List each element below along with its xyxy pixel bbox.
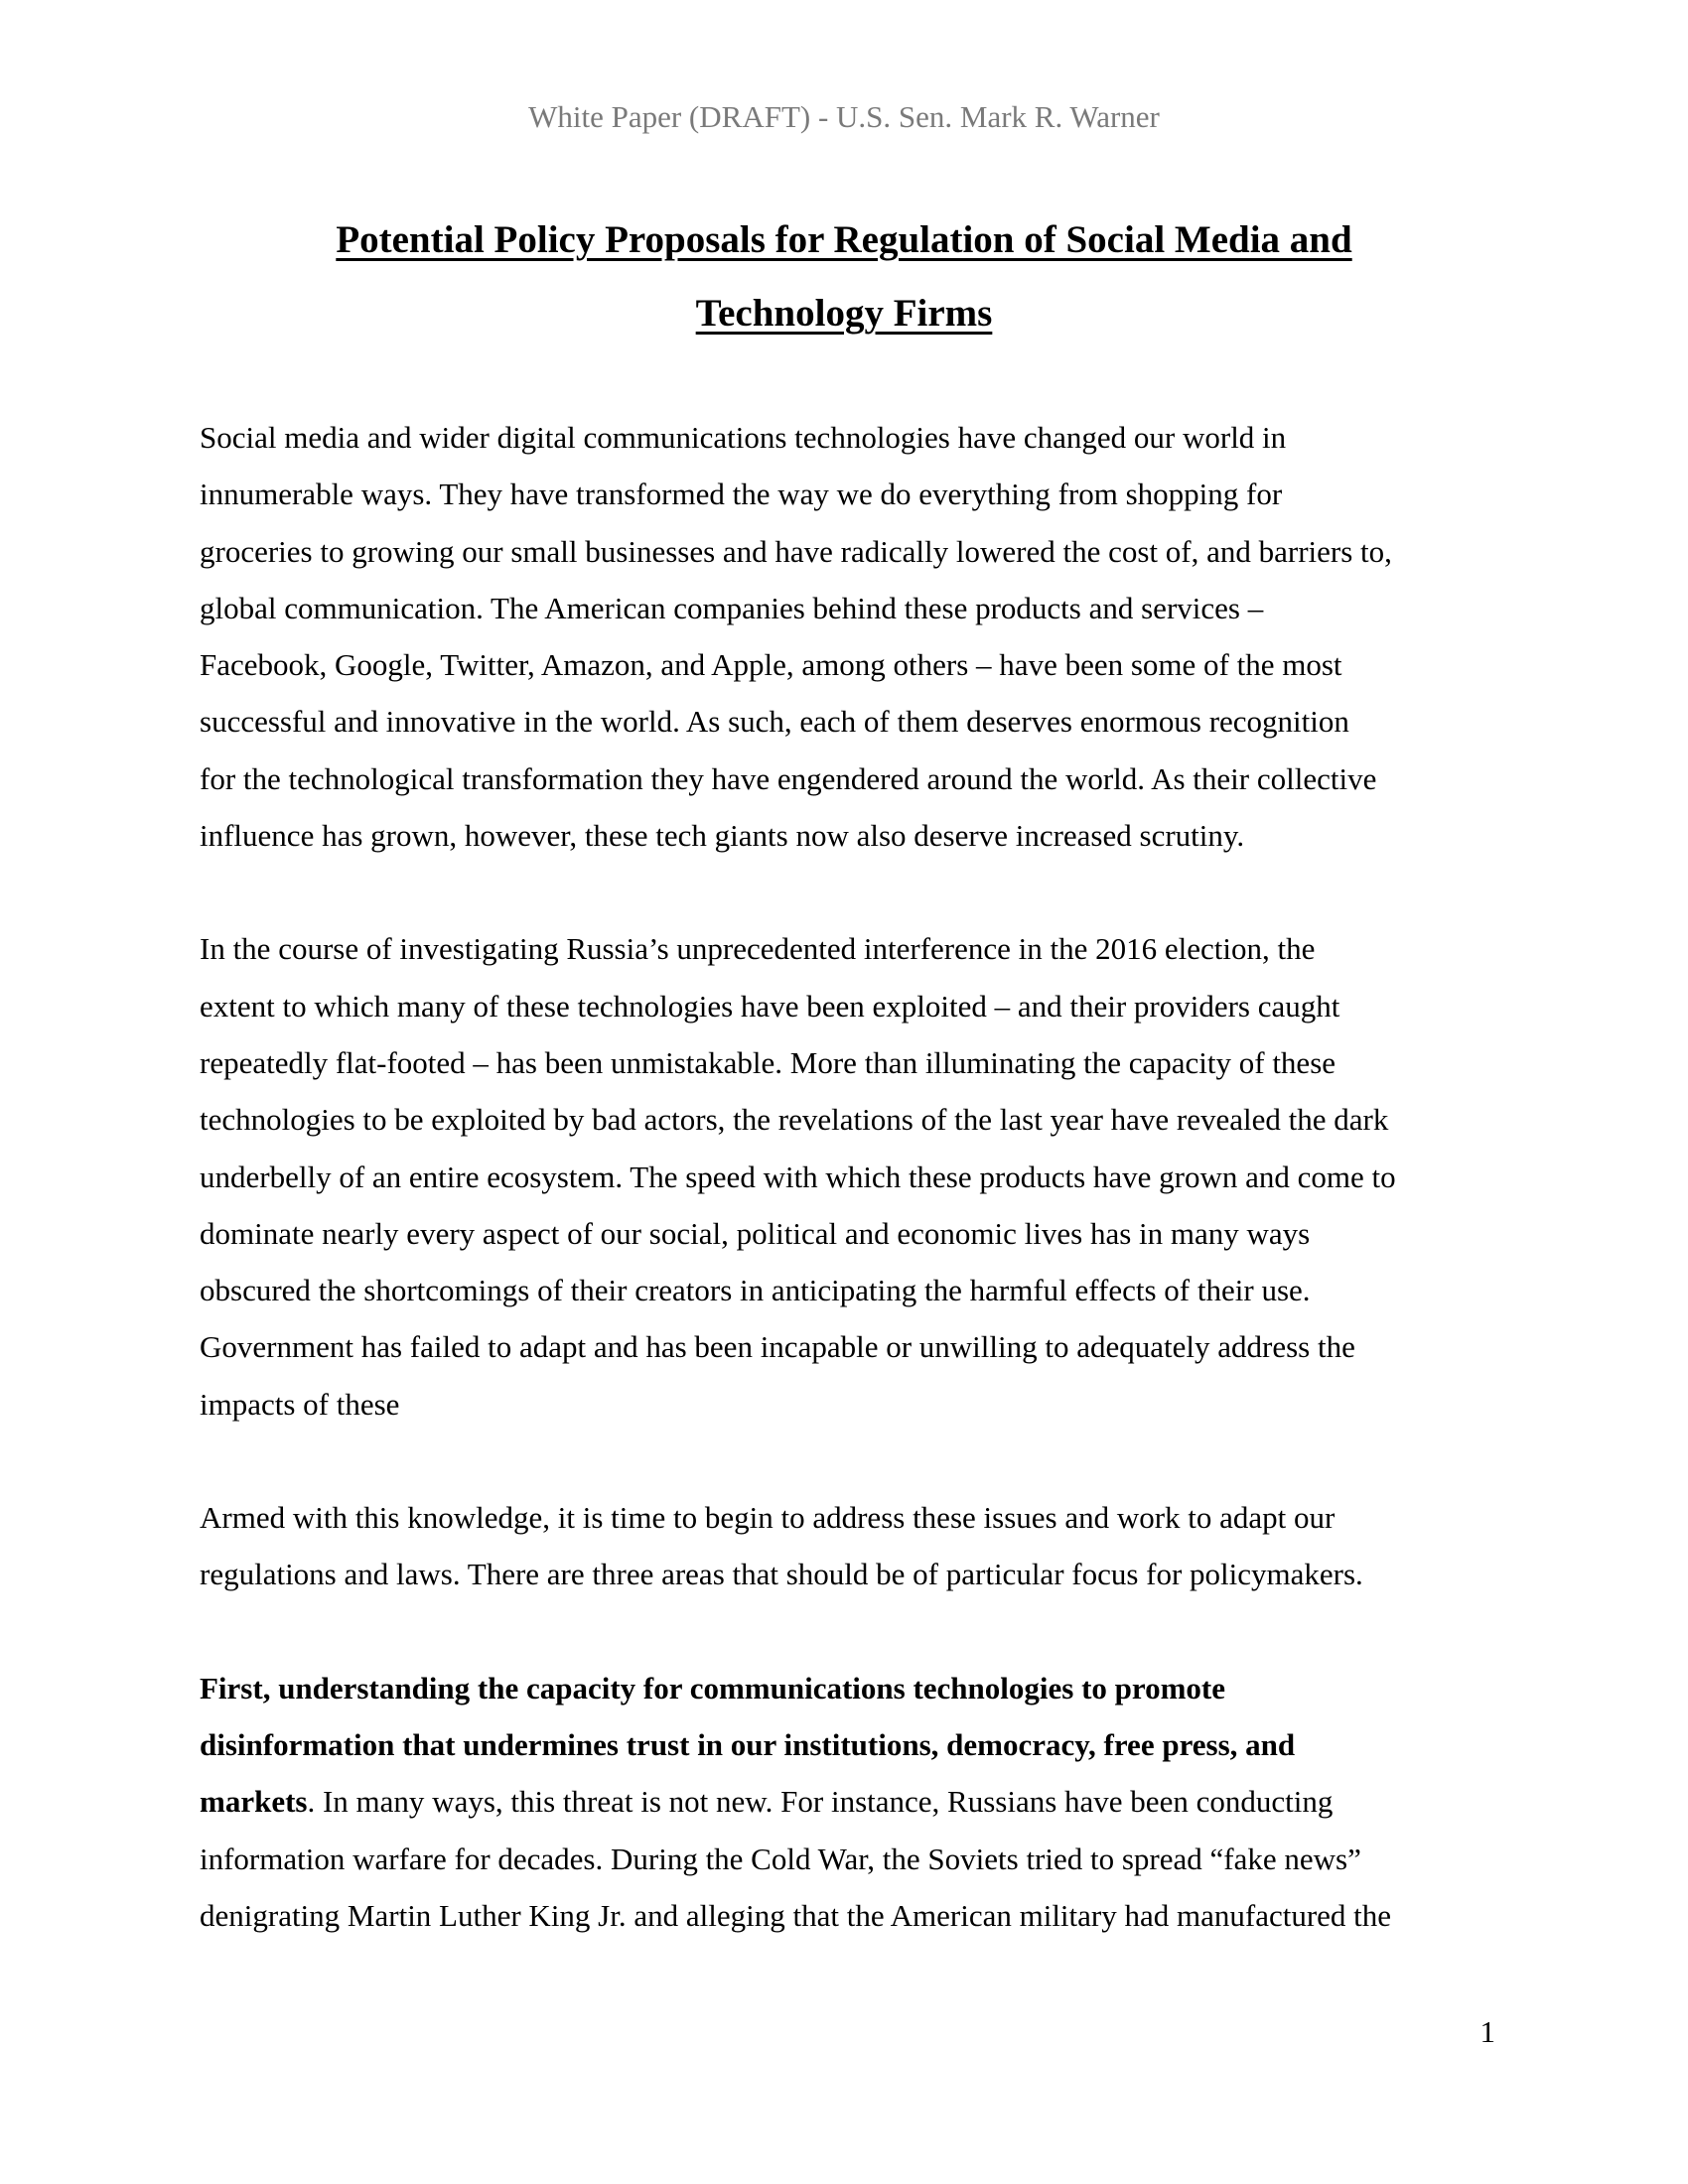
running-header: White Paper (DRAFT) - U.S. Sen. Mark R. Warner — [528, 99, 1160, 134]
document-title-line-1: Potential Policy Proposals for Regulation of Social Media and — [336, 218, 1352, 261]
page-number: 1 — [1479, 2014, 1495, 2049]
body-paragraph-1: Social media and wider digital communications technologies have changed our world in innumerable ways. They have transformed the way we do everything from shopping for groceries to growing our small businesses and have radically lowered the cost of, and barriers to, global communication. The American companies behind these products and services – Facebook, Google, Twitter, Amazon, and Apple, among others – have been some of the most successful and innovative in the world. As such, each of them deserves enormous recognition for the technological transformation they have engendered around the world. As their collective influence has grown, however, these tech giants now also deserve increased scrutiny. — [200, 420, 1392, 854]
focus-area-bold-lead: First, understanding the capacity for communications technologies to promote disinformation that undermines trust in our institutions, democracy, free press, and markets — [200, 1670, 1296, 1820]
document-title — [199, 204, 1489, 350]
focus-area-paragraph — [200, 1660, 1492, 1944]
document-body — [200, 409, 1492, 2000]
document-title-line-2: Technology Firms — [695, 292, 993, 335]
body-paragraph-3: Armed with this knowledge, it is time to begin to address these issues and work to adapt our regulations and laws. There are three areas that should be of particular focus for policymakers. — [200, 1500, 1363, 1592]
body-paragraph-2: In the course of investigating Russia’s unprecedented interference in the 2016 election, the extent to which many of these technologies have been exploited – and their providers caught repeatedly flat-footed – has been unmistakable. More than illuminating the capacity of these technologies to be exploited by bad actors, the revelations of the last year have revealed the dark underbelly of an entire ecosystem. The speed with which these products have grown and come to dominate nearly every aspect of our social, political and economic lives has in many ways obscured the shortcomings of their creators in anticipating the harmful effects of their use. Government has failed to adapt and has been incapable or unwilling to adequately address the impacts of these — [200, 931, 1396, 1422]
focus-area-text: . In many ways, this threat is not new. For instance, Russians have been conducting information warfare for decades. During the Cold War, the Soviets tried to spread “fake news” denigrating Martin Luther King Jr. and alleging that the American military had manufactured the — [200, 1784, 1392, 1933]
